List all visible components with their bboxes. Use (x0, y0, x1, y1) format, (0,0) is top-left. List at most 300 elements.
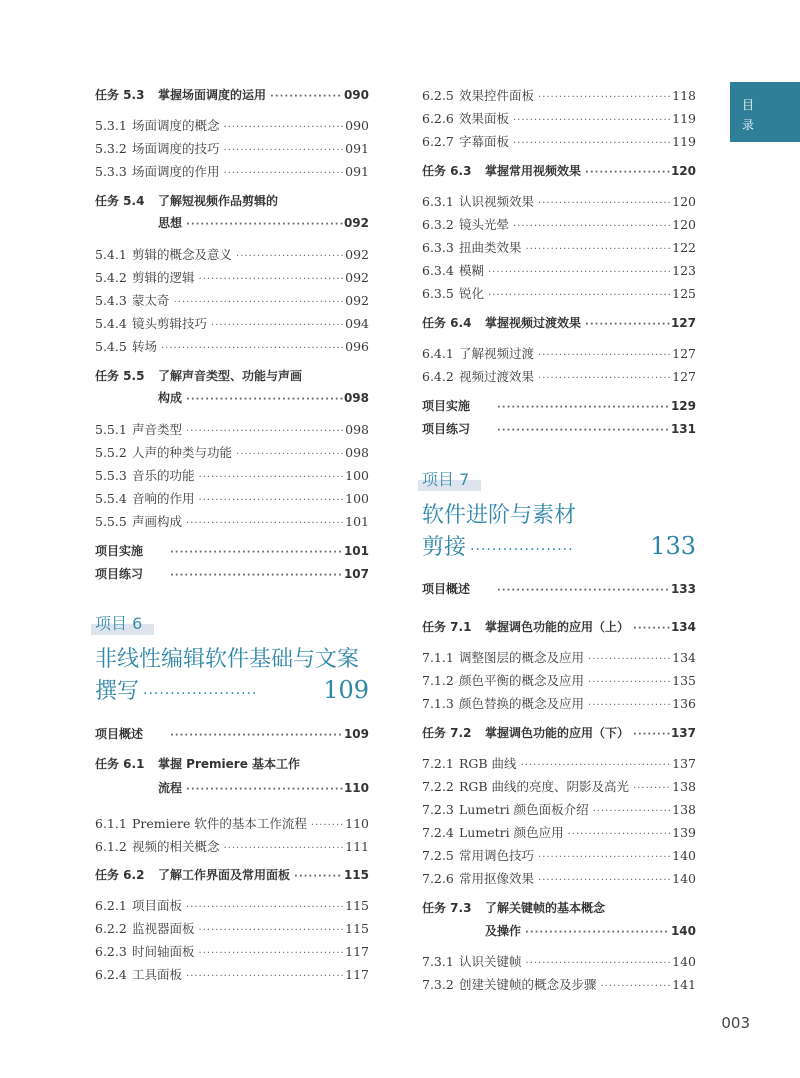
leader-dots (220, 122, 343, 133)
leader-dots (182, 784, 343, 795)
leader-dots (493, 585, 670, 596)
toc-entry[interactable] (422, 846, 696, 864)
toc-entry[interactable] (95, 139, 369, 157)
entry-title: 颜色平衡的概念及应用 (459, 673, 585, 688)
entry-number: 7.2.1 (422, 756, 454, 771)
leader-dots (182, 518, 343, 529)
entry-number: 7.2.5 (422, 848, 454, 863)
toc-entry[interactable] (95, 512, 369, 530)
entry-title: 创建关键帧的概念及步骤 (459, 977, 597, 992)
project-title[interactable] (422, 498, 576, 529)
toc-entry[interactable] (422, 261, 696, 279)
entry-number: 任务 5.5 (95, 369, 145, 383)
toc-entry[interactable] (95, 420, 369, 438)
leader-dots (207, 320, 343, 331)
toc-entry[interactable] (95, 116, 369, 134)
entry-title: Premiere 软件的基本工作流程 (132, 816, 307, 831)
entry-title: 掌握调色功能的应用（上） (485, 620, 630, 634)
toc-entry[interactable] (422, 132, 696, 150)
toc-task-entry[interactable] (95, 866, 369, 883)
entry-title: 监视器面板 (132, 921, 195, 936)
entry-title: 视频的相关概念 (132, 839, 220, 854)
project-label (422, 470, 473, 490)
toc-task-entry-continuation[interactable] (95, 389, 369, 406)
page-ref: 120 (672, 217, 696, 232)
entry-title: 剪辑的逻辑 (132, 270, 195, 285)
leader-dots (493, 425, 670, 436)
project-title-continuation[interactable] (95, 674, 369, 705)
entry-title: 工具面板 (132, 967, 183, 982)
page-ref: 134 (672, 650, 696, 665)
leader-dots (581, 167, 670, 178)
entry-title: 转场 (132, 339, 158, 354)
page-ref: 092 (343, 216, 369, 230)
toc-section-entry[interactable] (422, 397, 696, 414)
entry-number: 5.4.4 (95, 316, 127, 331)
project-title-text: 软件进阶与素材 (422, 503, 577, 528)
project-label-text: 项目 7 (422, 470, 470, 489)
entry-title: 流程 (158, 781, 183, 795)
leader-dots (509, 221, 670, 232)
entry-title: 掌握场面调度的运用 (158, 88, 267, 102)
entry-title: 思想 (158, 216, 183, 230)
page-ref: 094 (345, 316, 369, 331)
page-ref: 139 (672, 825, 696, 840)
toc-entry[interactable] (422, 367, 696, 385)
page-ref: 110 (343, 781, 369, 795)
leader-dots (170, 297, 343, 308)
toc-entry[interactable] (422, 975, 696, 993)
entry-title: Lumetri 颜色应用 (459, 825, 564, 840)
entry-title: 了解关键帧的基本概念 (485, 901, 606, 915)
toc-entry[interactable] (95, 965, 369, 983)
project-label (95, 614, 146, 634)
toc-entry[interactable] (95, 314, 369, 332)
entry-number: 任务 5.3 (95, 88, 145, 102)
leader-dots (584, 677, 670, 688)
leader-dots (220, 168, 343, 179)
leader-dots (584, 700, 670, 711)
page-ref: 111 (345, 839, 369, 854)
entry-number: 6.3.2 (422, 217, 454, 232)
page-ref: 090 (345, 118, 369, 133)
toc-entry[interactable] (95, 837, 369, 855)
entry-title: 掌握 Premiere 基本工作 (158, 757, 301, 771)
page-ref: 091 (345, 141, 369, 156)
leader-dots (522, 244, 670, 255)
toc-entry[interactable] (422, 671, 696, 689)
leader-dots (534, 852, 670, 863)
entry-number: 6.2.7 (422, 134, 454, 149)
project-title-continuation[interactable] (422, 530, 696, 561)
entry-number: 7.2.6 (422, 871, 454, 886)
toc-entry[interactable] (95, 489, 369, 507)
entry-number: 5.3.3 (95, 164, 127, 179)
entry-title: 蒙太奇 (132, 293, 170, 308)
entry-title: 场面调度的概念 (132, 118, 220, 133)
toc-entry[interactable] (95, 245, 369, 263)
page-ref: 096 (345, 339, 369, 354)
entry-number: 7.2.3 (422, 802, 454, 817)
leader-dots (509, 115, 670, 126)
page-ref: 127 (672, 346, 696, 361)
leader-dots (182, 971, 343, 982)
page-ref: 140 (672, 871, 696, 886)
entry-title: 了解视频过渡 (459, 346, 535, 361)
toc-section-entry[interactable] (422, 420, 696, 437)
leader-dots (522, 958, 670, 969)
toc-entry[interactable] (422, 952, 696, 970)
entry-title: 常用抠像效果 (459, 871, 535, 886)
page-ref: 092 (345, 293, 369, 308)
entry-number: 6.2.6 (422, 111, 454, 126)
page-ref: 101 (345, 514, 369, 529)
page-ref: 138 (672, 802, 696, 817)
entry-number: 6.3.4 (422, 263, 454, 278)
toc-entry[interactable] (422, 192, 696, 210)
leader-dots (521, 927, 670, 938)
entry-title: 场面调度的作用 (132, 164, 220, 179)
leader-dots (629, 623, 670, 634)
entry-number: 5.5.2 (95, 445, 127, 460)
toc-entry[interactable] (95, 919, 369, 937)
entry-number: 6.2.5 (422, 88, 454, 103)
page-ref: 138 (672, 779, 696, 794)
entry-title: 掌握视频过渡效果 (485, 316, 582, 330)
leader-dots (182, 902, 343, 913)
page-ref: 129 (670, 399, 696, 413)
toc-entry[interactable] (422, 284, 696, 302)
leader-dots (195, 472, 343, 483)
page-ref: 117 (345, 944, 369, 959)
entry-title: 场面调度的技巧 (132, 141, 220, 156)
side-tab (730, 82, 800, 142)
leader-dots: ····················· (143, 686, 258, 702)
entry-title: 音乐的功能 (132, 468, 195, 483)
toc-task-entry-continuation[interactable] (95, 214, 369, 231)
toc-section-entry[interactable] (95, 565, 369, 582)
entry-title: 效果面板 (459, 111, 510, 126)
leader-dots (195, 495, 343, 506)
leader-dots (534, 373, 670, 384)
page-ref: 140 (672, 954, 696, 969)
leader-dots (195, 925, 343, 936)
entry-title: 锐化 (459, 286, 485, 301)
page-ref: 137 (672, 756, 696, 771)
entry-title: 了解工作界面及常用面板 (158, 868, 291, 882)
toc-entry[interactable] (95, 896, 369, 914)
page-ref: 098 (345, 422, 369, 437)
project-title-text: 撰写 (95, 679, 140, 704)
toc-entry[interactable] (422, 648, 696, 666)
toc-entry[interactable] (95, 337, 369, 355)
entry-title: 调整图层的概念及应用 (459, 650, 585, 665)
entry-number: 7.1.1 (422, 650, 454, 665)
toc-task-entry[interactable] (95, 755, 369, 772)
toc-entry[interactable] (95, 443, 369, 461)
toc-entry[interactable] (95, 942, 369, 960)
toc-entry[interactable] (422, 238, 696, 256)
leader-dots (534, 92, 670, 103)
page-ref: 133 (650, 532, 696, 560)
entry-number: 任务 7.3 (422, 901, 472, 915)
leader-dots (581, 319, 670, 330)
leader-dots (266, 91, 343, 102)
leader-dots (493, 402, 670, 413)
toc-section-entry[interactable] (95, 725, 369, 742)
page-ref: 122 (672, 240, 696, 255)
entry-number: 5.4.5 (95, 339, 127, 354)
toc-entry[interactable] (422, 823, 696, 841)
entry-number: 7.3.2 (422, 977, 454, 992)
project-title-text: 剪接 (422, 535, 467, 560)
page-ref: 115 (343, 868, 369, 882)
leader-dots (534, 875, 670, 886)
page-ref: 127 (670, 316, 696, 330)
toc-task-entry[interactable] (95, 367, 369, 384)
entry-number: 6.1.2 (95, 839, 127, 854)
toc-task-entry[interactable] (422, 724, 696, 741)
leader-dots (484, 267, 670, 278)
toc-task-entry[interactable] (95, 192, 369, 209)
page-ref: 115 (345, 898, 369, 913)
leader-dots (166, 570, 343, 581)
entry-number: 7.2.4 (422, 825, 454, 840)
entry-number: 5.5.3 (95, 468, 127, 483)
page-ref: 118 (672, 88, 696, 103)
toc-entry[interactable] (95, 291, 369, 309)
entry-number: 6.2.4 (95, 967, 127, 982)
entry-title: 及操作 (485, 924, 522, 938)
entry-number: 6.3.1 (422, 194, 454, 209)
page-ref: 125 (672, 286, 696, 301)
entry-number: 6.4.2 (422, 369, 454, 384)
entry-number: 7.3.1 (422, 954, 454, 969)
toc-entry[interactable] (422, 86, 696, 104)
leader-dots (629, 783, 670, 794)
page-ref: 131 (670, 422, 696, 436)
leader-dots (629, 729, 670, 740)
leader-dots (290, 871, 343, 882)
leader-dots (220, 843, 343, 854)
entry-title: 了解短视频作品剪辑的 (158, 194, 279, 208)
entry-number: 6.3.3 (422, 240, 454, 255)
entry-title: 颜色替换的概念及应用 (459, 696, 585, 711)
entry-number: 5.5.5 (95, 514, 127, 529)
page-ref: 107 (343, 567, 369, 581)
toc-entry[interactable] (422, 109, 696, 127)
entry-title: 认识视频效果 (459, 194, 535, 209)
page-ref: 120 (672, 194, 696, 209)
project-title-text: 非线性编辑软件基础与文案 (95, 647, 360, 672)
page-ref: 092 (345, 247, 369, 262)
toc-task-entry-continuation[interactable] (422, 922, 696, 939)
entry-title: 构成 (158, 391, 183, 405)
leader-dots: ··················· (470, 542, 574, 558)
toc-entry[interactable] (422, 215, 696, 233)
toc-entry[interactable] (422, 694, 696, 712)
page-ref: 090 (343, 88, 369, 102)
leader-dots (232, 449, 343, 460)
entry-number: 5.4.3 (95, 293, 127, 308)
leader-dots (534, 198, 670, 209)
entry-number: 任务 5.4 (95, 194, 145, 208)
entry-title: 认识关键帧 (459, 954, 522, 969)
page-ref: 101 (343, 544, 369, 558)
leader-dots (182, 219, 343, 230)
entry-title: 音响的作用 (132, 491, 195, 506)
page-ref: 120 (670, 164, 696, 178)
leader-dots (182, 394, 343, 405)
side-tab-char: 录 (742, 118, 755, 132)
toc-entry[interactable] (95, 814, 369, 832)
entry-number: 5.4.2 (95, 270, 127, 285)
page-ref: 123 (672, 263, 696, 278)
entry-title: Lumetri 颜色面板介绍 (459, 802, 589, 817)
entry-title: 项目练习 (95, 567, 144, 581)
toc-entry[interactable] (422, 869, 696, 887)
page-ref: 098 (345, 445, 369, 460)
toc-entry[interactable] (95, 268, 369, 286)
toc-entry[interactable] (422, 344, 696, 362)
page-ref: 135 (672, 673, 696, 688)
entry-title: RGB 曲线 (459, 756, 517, 771)
entry-number: 任务 6.1 (95, 757, 145, 771)
leader-dots (597, 981, 670, 992)
entry-number: 5.5.4 (95, 491, 127, 506)
page-ref: 133 (670, 582, 696, 596)
leader-dots (534, 350, 670, 361)
toc-entry[interactable] (422, 754, 696, 772)
project-title[interactable] (95, 642, 359, 673)
entry-title: 项目练习 (422, 422, 471, 436)
leader-dots (220, 145, 343, 156)
leader-dots (166, 547, 343, 558)
toc-entry[interactable] (95, 162, 369, 180)
toc-task-entry[interactable] (422, 899, 696, 916)
leader-dots (182, 426, 343, 437)
page-ref: 136 (672, 696, 696, 711)
entry-title: 项目概述 (422, 582, 471, 596)
toc-task-entry[interactable] (422, 162, 696, 179)
entry-number: 任务 7.2 (422, 726, 472, 740)
leader-dots (589, 806, 670, 817)
entry-title: 剪辑的概念及意义 (132, 247, 233, 262)
page-ref: 141 (672, 977, 696, 992)
entry-number: 任务 6.4 (422, 316, 472, 330)
entry-number: 5.3.2 (95, 141, 127, 156)
toc-section-entry[interactable] (95, 542, 369, 559)
entry-title: 了解声音类型、功能与声画 (158, 369, 303, 383)
page-ref: 100 (345, 491, 369, 506)
entry-number: 6.2.3 (95, 944, 127, 959)
page-ref: 092 (345, 270, 369, 285)
page-ref: 100 (345, 468, 369, 483)
leader-dots (564, 829, 670, 840)
page-ref: 137 (670, 726, 696, 740)
leader-dots (157, 343, 343, 354)
entry-number: 5.3.1 (95, 118, 127, 133)
entry-number: 6.3.5 (422, 286, 454, 301)
entry-number: 7.2.2 (422, 779, 454, 794)
page-ref: 134 (670, 620, 696, 634)
toc-task-entry[interactable] (95, 86, 369, 103)
page-ref: 110 (345, 816, 369, 831)
entry-title: 项目实施 (95, 544, 144, 558)
entry-number: 7.1.2 (422, 673, 454, 688)
page-ref: 109 (323, 676, 369, 704)
entry-title: 模糊 (459, 263, 485, 278)
page-ref: 119 (672, 134, 696, 149)
entry-title: 项目实施 (422, 399, 471, 413)
entry-number: 5.5.1 (95, 422, 127, 437)
page-ref: 115 (345, 921, 369, 936)
leader-dots (232, 251, 343, 262)
leader-dots (584, 654, 670, 665)
leader-dots (517, 760, 670, 771)
entry-title: 镜头光晕 (459, 217, 510, 232)
entry-title: 镜头剪辑技巧 (132, 316, 208, 331)
entry-number: 任务 6.3 (422, 164, 472, 178)
entry-number: 6.1.1 (95, 816, 127, 831)
toc-task-entry[interactable] (422, 314, 696, 331)
entry-number: 6.2.2 (95, 921, 127, 936)
leader-dots (307, 820, 343, 831)
leader-dots (484, 290, 670, 301)
entry-title: 声画构成 (132, 514, 183, 529)
entry-title: 声音类型 (132, 422, 183, 437)
leader-dots (509, 138, 670, 149)
page-ref: 119 (672, 111, 696, 126)
entry-title: 字幕面板 (459, 134, 510, 149)
page-number: 003 (721, 1014, 750, 1032)
entry-title: 时间轴面板 (132, 944, 195, 959)
entry-number: 7.1.3 (422, 696, 454, 711)
page-ref: 109 (343, 727, 369, 741)
toc-entry[interactable] (422, 800, 696, 818)
entry-title: 掌握常用视频效果 (485, 164, 582, 178)
entry-title: 掌握调色功能的应用（下） (485, 726, 630, 740)
entry-number: 任务 6.2 (95, 868, 145, 882)
entry-number: 6.2.1 (95, 898, 127, 913)
leader-dots (195, 948, 343, 959)
project-label-text: 项目 6 (95, 614, 143, 633)
toc-task-entry-continuation[interactable] (95, 779, 369, 796)
page-ref: 117 (345, 967, 369, 982)
leader-dots (195, 274, 343, 285)
entry-title: 扭曲类效果 (459, 240, 522, 255)
page-ref: 098 (343, 391, 369, 405)
toc-entry[interactable] (95, 466, 369, 484)
toc-task-entry[interactable] (422, 618, 696, 635)
entry-title: 项目概述 (95, 727, 144, 741)
leader-dots (166, 730, 343, 741)
side-tab-char: 目 (742, 98, 755, 112)
entry-title: 视频过渡效果 (459, 369, 535, 384)
entry-title: 常用调色技巧 (459, 848, 535, 863)
entry-number: 任务 7.1 (422, 620, 472, 634)
page-ref: 091 (345, 164, 369, 179)
toc-entry[interactable] (422, 777, 696, 795)
page-ref: 140 (672, 848, 696, 863)
entry-title: 项目面板 (132, 898, 183, 913)
entry-number: 6.4.1 (422, 346, 454, 361)
entry-number: 5.4.1 (95, 247, 127, 262)
entry-title: RGB 曲线的亮度、阴影及高光 (459, 779, 630, 794)
toc-section-entry[interactable] (422, 580, 696, 597)
entry-title: 人声的种类与功能 (132, 445, 233, 460)
entry-title: 效果控件面板 (459, 88, 535, 103)
